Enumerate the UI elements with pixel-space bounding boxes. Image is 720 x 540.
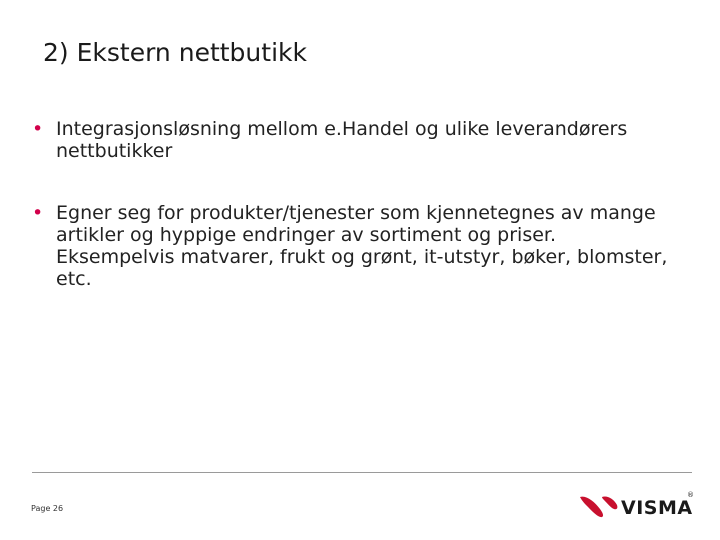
- logo-registered-mark: ®: [687, 491, 694, 499]
- logo-swoosh-small: [602, 496, 617, 509]
- visma-logo-icon: [578, 487, 696, 523]
- footer-divider: [32, 472, 692, 473]
- logo-wordmark: VISMA: [621, 497, 693, 519]
- bullet-item: [31, 202, 671, 290]
- bullet-text: Egner seg for produkter/tjenester som kjennetegnes av mange artikler og hyppige endringer av sortiment og priser. Eksempelvis matvarer, frukt og grønt, it-utstyr, bøker, blomster, etc.: [56, 202, 668, 290]
- bullet-item: [31, 118, 671, 162]
- bullet-marker: •: [32, 202, 44, 224]
- bullet-marker: •: [32, 118, 44, 140]
- page-number: Page 26: [31, 504, 64, 513]
- slide-title: 2) Ekstern nettbutikk: [43, 38, 307, 67]
- bullet-text: Integrasjonsløsning mellom e.Handel og ulike leverandørers nettbutikker: [56, 118, 628, 162]
- logo-swoosh-large: [580, 497, 603, 517]
- bullet-list: [31, 118, 671, 290]
